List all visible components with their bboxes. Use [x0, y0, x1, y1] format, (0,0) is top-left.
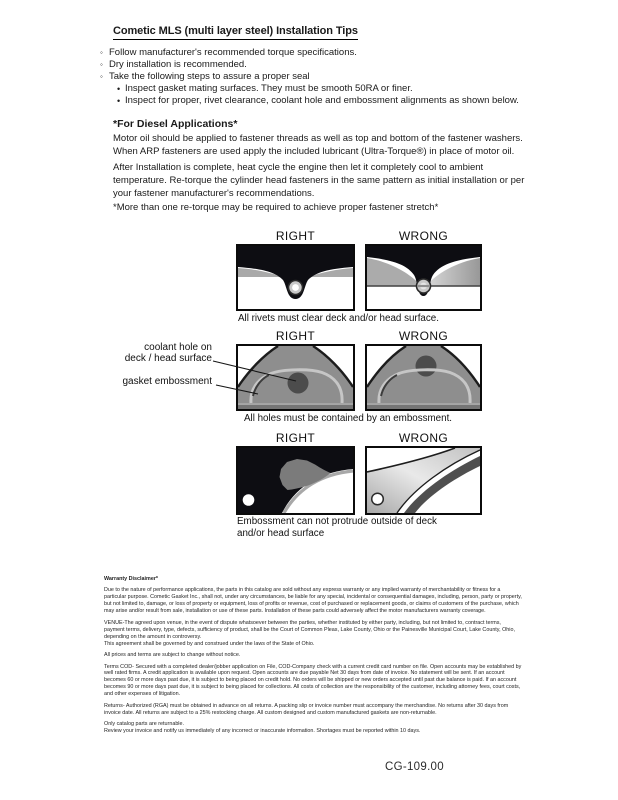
list-item [100, 47, 519, 59]
open-bullet-icon: ◦ [100, 72, 103, 81]
legal-paragraph: All prices and terms are subject to change without notice. [104, 652, 241, 659]
row3-caption-line2: and/or head surface [237, 527, 325, 539]
diesel-paragraph-1: Motor oil should be applied to fastener threads as well as top and bottom of the fastener washers. When ARP fasteners are used apply the included lubricant (Ultra-Torque®) in place of motor oil. [113, 133, 523, 157]
bullet-icon: • [117, 84, 121, 94]
gasket-embossment-callout: gasket embossment [122, 376, 212, 387]
warranty-heading: Warranty Disclaimer* [104, 576, 159, 582]
page-title: Cometic MLS (multi layer steel) Installation Tips [113, 25, 358, 40]
open-bullet-icon: ◦ [100, 60, 103, 69]
legal-paragraph: Due to the nature of performance applications, the parts in this catalog are sold without any express warranty or any implied warranty of merchantability or fitness for a particular purpose. Cometic Gasket Inc., shall not, under any circumstances, be liable for any special, incidental or consequential damages, including, person, party or property, but not limited to, damage, or loss of property or equipment, loss of profits or revenue, cost of purchased or replacement goods, or claims of customers of the purchase, which may arise and/or result from sale, installation or use of these parts. Installation of these parts could adversely affect the motor manufacturers warranty coverage. [104, 587, 522, 615]
row2-wrong-label: WRONG [398, 329, 449, 343]
open-bullet-icon: ◦ [100, 48, 103, 57]
row2-right-label: RIGHT [275, 329, 316, 343]
diagram-rivet-right [236, 244, 355, 311]
warranty-disclaimer [104, 576, 522, 740]
hole-wrong-illustration [367, 346, 480, 409]
row1-caption: All rivets must clear deck and/or head surface. [238, 313, 439, 324]
rivet-right-illustration [238, 246, 353, 309]
list-item [100, 71, 519, 83]
diagram-rivet-wrong [365, 244, 482, 311]
retorque-note: *More than one re-torque may be required to achieve proper fastener stretch* [113, 202, 439, 213]
diagram-edge-wrong [365, 446, 482, 515]
list-item-text: Take the following steps to assure a proper seal [109, 71, 310, 82]
row2-caption: All holes must be contained by an embossment. [244, 413, 453, 424]
row1-right-label: RIGHT [275, 229, 316, 243]
list-item [100, 95, 519, 107]
coolant-hole-callout-line1: coolant hole on [144, 342, 212, 353]
legal-paragraph: Review your invoice and notify us immediately of any incorrect or inaccurate information. Shortages must be reported within 10 days. [104, 728, 421, 735]
legal-paragraph: Only catalog parts are returnable. [104, 721, 185, 728]
list-item-text: Dry installation is recommended. [109, 59, 247, 70]
installation-tips-list [100, 47, 519, 107]
edge-wrong-illustration [367, 448, 480, 513]
legal-paragraph: VENUE-The agreed upon venue, in the event of dispute whatsoever between the parties, whether instituted by either party, including, but not limited to, contract terms, payment terms, delivery, type, defects, sufficiency of product, shall be the Court of Common Pleas, Lake County, Ohio or the Painesville Municipal Court, Lake County, Ohio, depending on the amount in controversy. [104, 619, 515, 640]
legal-paragraph: Returns- Authorized (RGA) must be obtained in advance on all returns. A packing slip or invoice number must accompany the merchandise. No returns after 30 days from invoice date. All returns are subject to a 25% restocking charge. All custom designed and custom manufactured gaskets are non-returnable. [104, 702, 509, 716]
row1-wrong-label: WRONG [398, 229, 449, 243]
row3-wrong-label: WRONG [398, 431, 449, 445]
list-item-text: Follow manufacturer's recommended torque specifications. [109, 47, 357, 58]
diagram-edge-right [236, 446, 355, 515]
legal-paragraph: This agreement shall be governed by and construed under the laws of the State of Ohio. [104, 640, 315, 647]
row3-caption-line1: Embossment can not protrude outside of deck [237, 516, 437, 527]
list-item-text: Inspect gasket mating surfaces. They must be smooth 50RA or finer. [125, 83, 413, 94]
row3-right-label: RIGHT [275, 431, 316, 445]
diesel-paragraph-2: After Installation is complete, heat cycle the engine then let it completely cool to ambient temperature. Re-torque the cylinder head fasteners in the same pattern as initial installation or per your fastener manufacturer's recommendations. [113, 162, 525, 199]
coolant-hole-callout [100, 343, 212, 364]
list-item [100, 59, 519, 71]
edge-right-illustration [238, 448, 353, 513]
callout-pointer-lines [205, 352, 305, 402]
coolant-hole-callout-line2: deck / head surface [124, 352, 212, 364]
bullet-icon: • [117, 96, 121, 106]
diagram-hole-wrong [365, 344, 482, 411]
diesel-section-heading: *For Diesel Applications* [113, 118, 238, 130]
list-item-text: Inspect for proper, rivet clearance, coolant hole and embossment alignments as shown below. [125, 95, 519, 106]
legal-paragraph: Terms COD- Secured with a completed dealer/jobber application on File, COD-Company check with a current credit card number on file. Open accounts may be established by well rated firms. A credit application is available upon request. Open accounts are due payable Net 30 days from date of invoice. No statement will be sent. If an account becomes 60 or more days past due, it is subject to being placed on credit hold. No orders will be shipped or new orders accepted until past due balance is paid. If an account becomes 90 or more days past due, it is subject to being placed for collections. All costs of collection are the responsibility of the customer, including attorney fees, court costs, and other expenses of litigation. [104, 663, 522, 698]
page-code: CG-109.00 [385, 761, 444, 773]
list-item [100, 83, 519, 95]
row3-caption [237, 516, 467, 539]
rivet-wrong-illustration [367, 246, 480, 309]
